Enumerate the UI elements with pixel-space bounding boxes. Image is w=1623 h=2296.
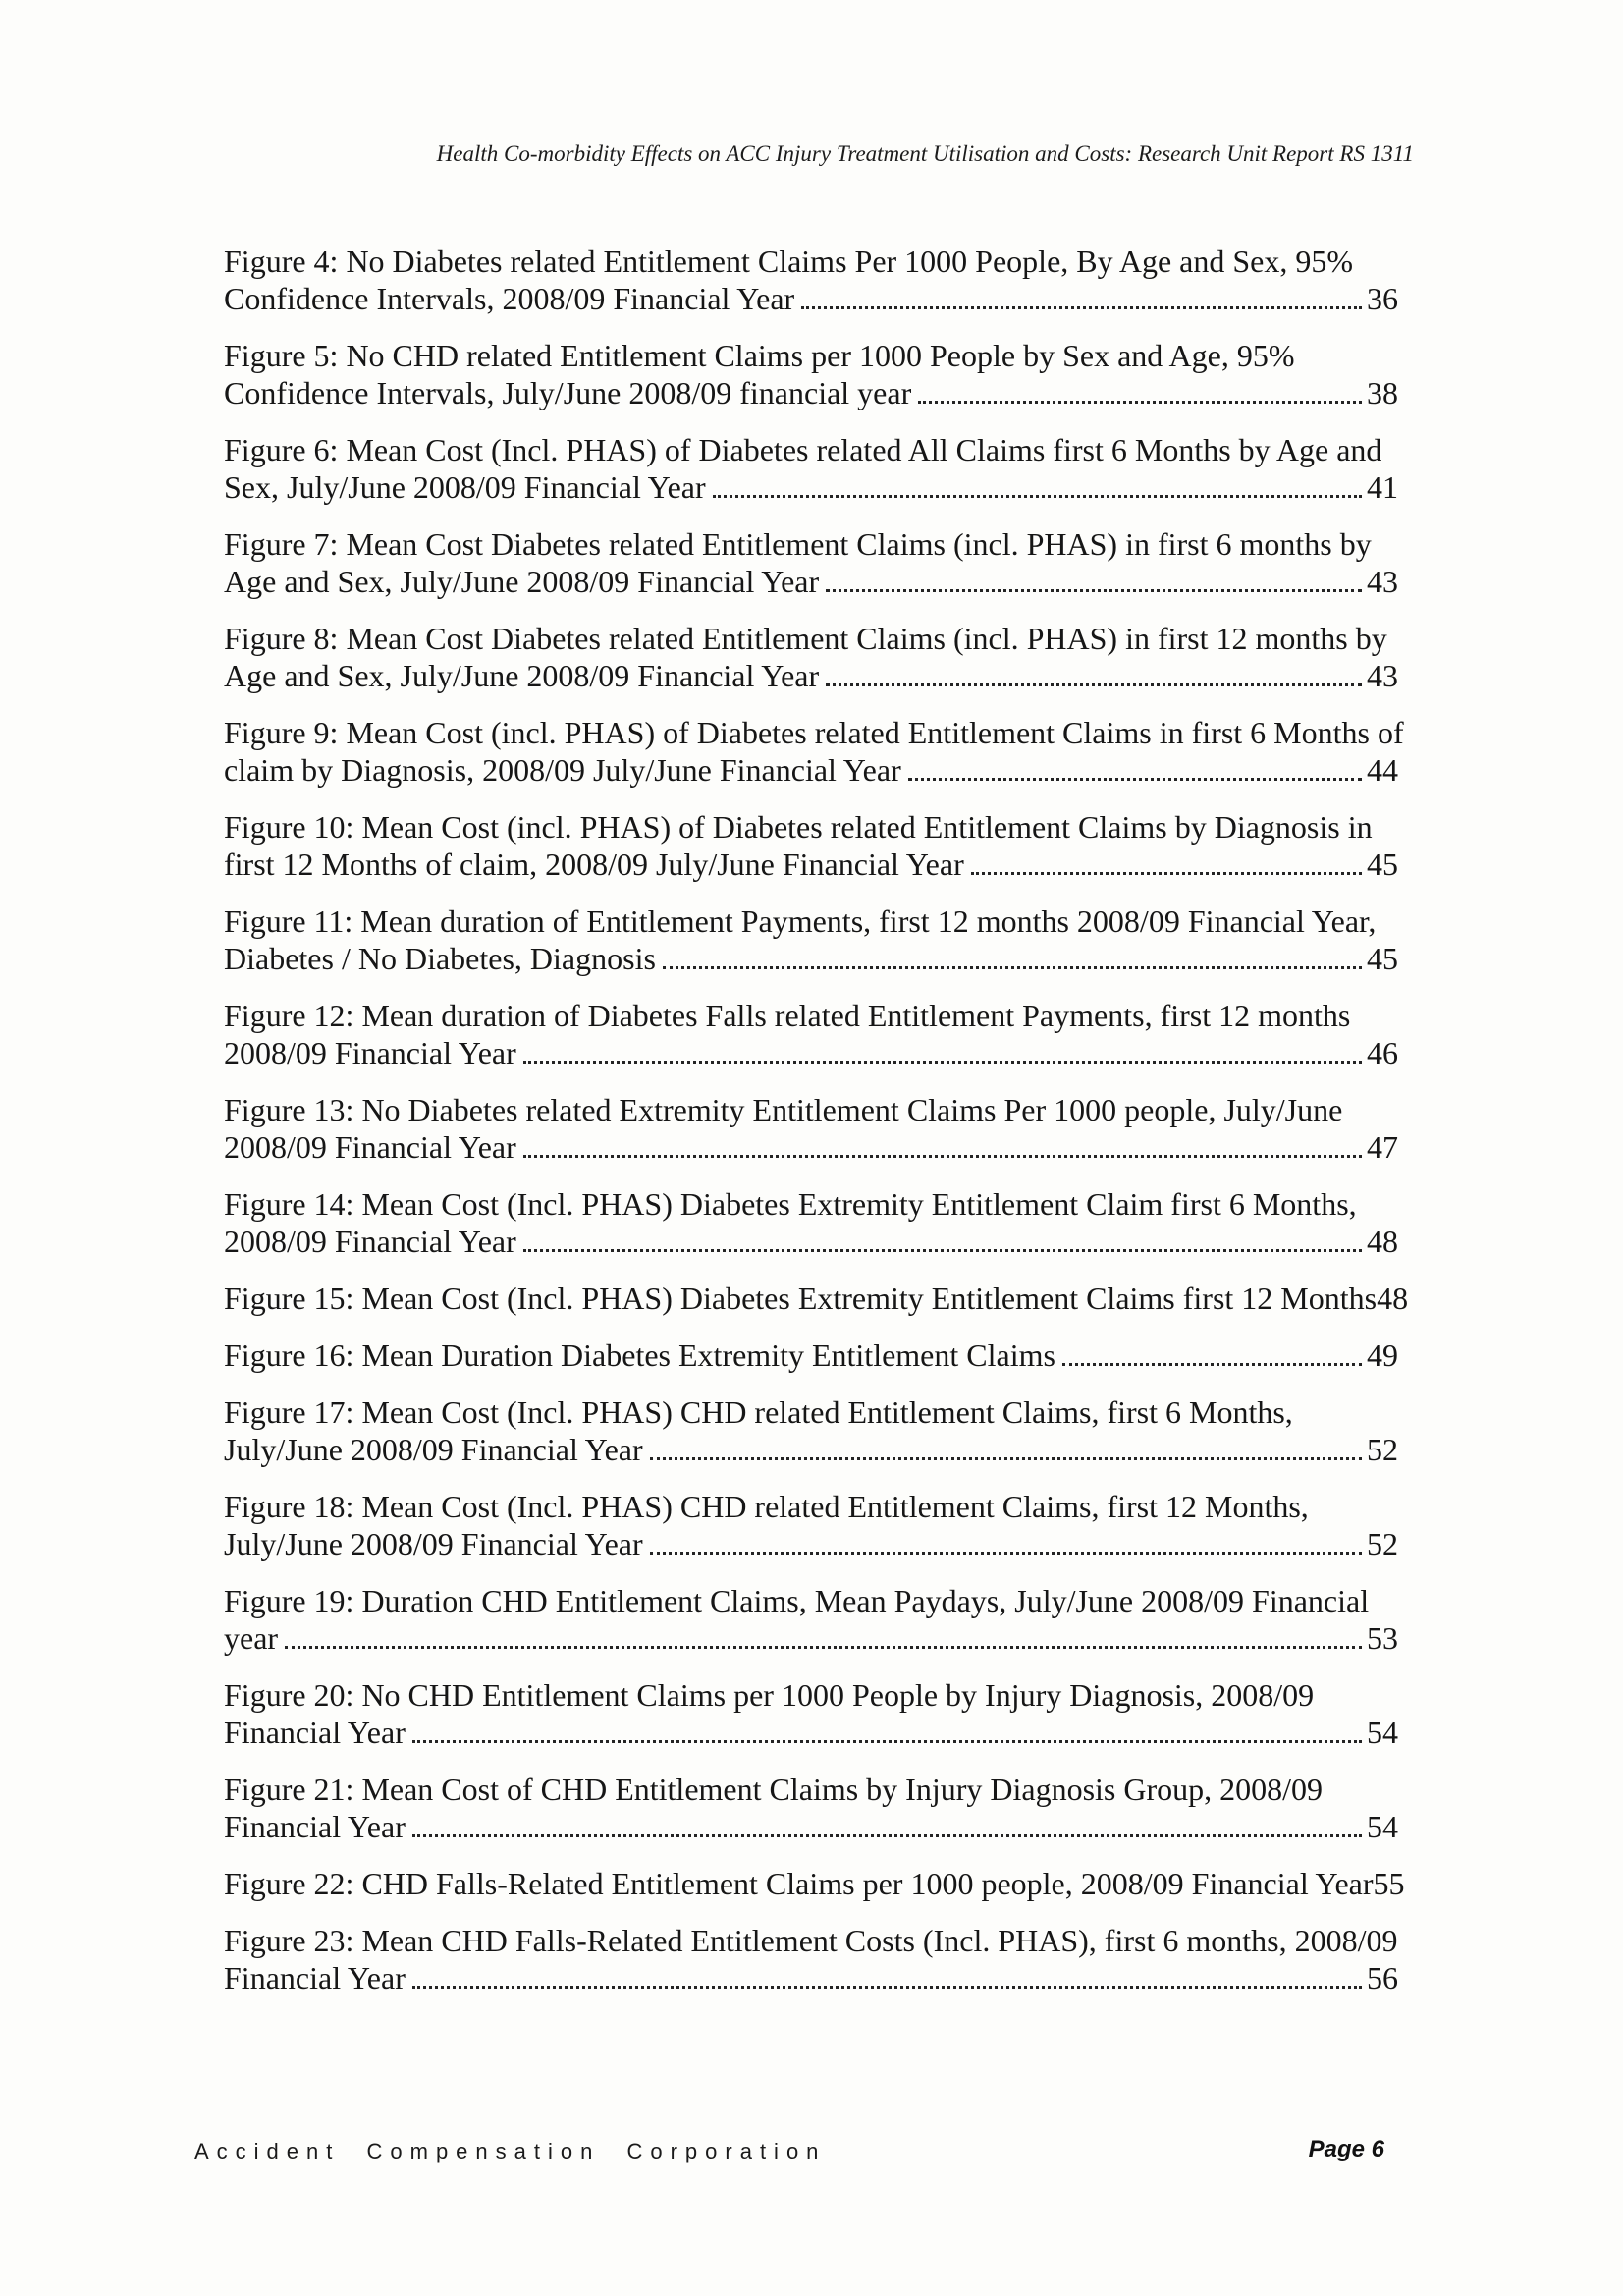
page-number: 53 [1367, 1620, 1398, 1656]
page-number: 43 [1367, 564, 1398, 599]
toc-entry-text: Sex, July/June 2008/09 Financial Year [224, 469, 706, 505]
toc-entry-line: Figure 12: Mean duration of Diabetes Falls related Entitlement Payments, first 12 months [224, 998, 1351, 1033]
footer-organisation: Accident Compensation Corporation [194, 2139, 827, 2163]
dot-leader [826, 589, 1362, 592]
dot-leader [826, 683, 1362, 686]
toc-entry [224, 525, 1398, 600]
toc-entry-last-line [224, 1280, 1409, 1317]
page-number: 55 [1373, 1866, 1405, 1901]
toc-entry-text: 2008/09 Financial Year [224, 1129, 516, 1165]
toc-entry-wrapped-lines [224, 525, 1398, 563]
toc-entry-last-line [224, 468, 1398, 506]
toc-entry-wrapped-lines [224, 1922, 1398, 1959]
toc-entry-text: Diabetes / No Diabetes, Diagnosis [224, 941, 656, 976]
running-header-title: Health Co-morbidity Effects on ACC Injury Treatment Utilisation and Costs: Research Unit Report RS 1311 [436, 141, 1414, 166]
toc-entry [224, 997, 1398, 1071]
toc-entry-last-line [224, 657, 1398, 694]
toc-entry-last-line [224, 1431, 1398, 1468]
toc-entry-line: Figure 23: Mean CHD Falls-Related Entitlement Costs (Incl. PHAS), first 6 months, 2008/09 [224, 1923, 1398, 1958]
dot-leader [412, 1834, 1362, 1837]
page-number: 48 [1377, 1281, 1409, 1316]
toc-entry [224, 1865, 1405, 1902]
toc-entry-text: Age and Sex, July/June 2008/09 Financial Year [224, 564, 820, 599]
toc-entry-line: Figure 6: Mean Cost (Incl. PHAS) of Diabetes related All Claims first 6 Months by Age and [224, 432, 1382, 467]
page-number: 41 [1367, 469, 1398, 505]
toc-entry-wrapped-lines [224, 1582, 1398, 1619]
page-number: 38 [1367, 375, 1398, 410]
toc-entry [224, 714, 1404, 789]
toc-entry-text: Figure 22: CHD Falls-Related Entitlement Claims per 1000 people, 2008/09 Financial Year [224, 1866, 1374, 1901]
page-number: 56 [1367, 1960, 1398, 1995]
toc-entry-line: Figure 9: Mean Cost (incl. PHAS) of Diabetes related Entitlement Claims in first 6 Months of [224, 715, 1404, 750]
toc-entry-last-line [224, 1808, 1398, 1845]
dot-leader [971, 872, 1362, 875]
page-number: 45 [1367, 847, 1398, 882]
toc-entry-line: Figure 18: Mean Cost (Incl. PHAS) CHD related Entitlement Claims, first 12 Months, [224, 1489, 1309, 1524]
page-number: 46 [1367, 1035, 1398, 1070]
toc-entry [224, 337, 1398, 411]
page-number: 47 [1367, 1129, 1398, 1165]
toc-entry-last-line [224, 1865, 1405, 1902]
toc-entry-last-line [224, 1337, 1398, 1374]
dot-leader [918, 401, 1362, 404]
page-number: 36 [1367, 281, 1398, 316]
toc-entry-wrapped-lines [224, 1394, 1398, 1431]
toc-entry [224, 1676, 1398, 1751]
toc-entry-line: Figure 5: No CHD related Entitlement Claims per 1000 People by Sex and Age, 95% [224, 338, 1295, 373]
toc-entry [224, 808, 1398, 883]
dot-leader [412, 1986, 1362, 1989]
toc-entry-wrapped-lines [224, 620, 1398, 657]
toc-entry-line: Figure 8: Mean Cost Diabetes related Entitlement Claims (incl. PHAS) in first 12 months by [224, 621, 1387, 656]
dot-leader [801, 306, 1362, 309]
page-number: 43 [1367, 658, 1398, 693]
toc-entry-line: Figure 21: Mean Cost of CHD Entitlement Claims by Injury Diagnosis Group, 2008/09 [224, 1772, 1324, 1807]
toc-entry [224, 243, 1398, 317]
dot-leader [650, 1552, 1362, 1555]
toc-entry-wrapped-lines [224, 1676, 1398, 1714]
toc-entry-wrapped-lines [224, 902, 1398, 940]
toc-entry-text: claim by Diagnosis, 2008/09 July/June Financial Year [224, 752, 901, 788]
toc-entry-text: Financial Year [224, 1960, 406, 1995]
toc-entry-text: Age and Sex, July/June 2008/09 Financial Year [224, 658, 820, 693]
toc-entry-last-line [224, 846, 1398, 883]
toc-entry-last-line [224, 1619, 1398, 1657]
toc-entry-last-line [224, 280, 1398, 317]
dot-leader [412, 1740, 1362, 1743]
toc-entry-wrapped-lines [224, 1771, 1398, 1808]
page-number: 44 [1367, 752, 1398, 788]
page-number: 54 [1367, 1809, 1398, 1844]
toc-entry-line: Figure 13: No Diabetes related Extremity Entitlement Claims Per 1000 people, July/June [224, 1092, 1343, 1127]
dot-leader [523, 1061, 1362, 1064]
toc-entry-line: Figure 17: Mean Cost (Incl. PHAS) CHD related Entitlement Claims, first 6 Months, [224, 1394, 1293, 1430]
toc-entry [224, 1337, 1398, 1374]
toc-entry-last-line [224, 1128, 1398, 1166]
toc-entry [224, 1582, 1398, 1657]
toc-entry-last-line [224, 751, 1398, 789]
toc-entry-line: Figure 19: Duration CHD Entitlement Claims, Mean Paydays, July/June 2008/09 Financial [224, 1583, 1370, 1618]
page-number: 45 [1367, 941, 1398, 976]
toc-entry-wrapped-lines [224, 808, 1398, 846]
toc-entry-line: Figure 20: No CHD Entitlement Claims per 1000 People by Injury Diagnosis, 2008/09 [224, 1677, 1315, 1713]
dot-leader [1062, 1363, 1362, 1366]
footer-page-number: Page 6 [1308, 2136, 1384, 2162]
toc-entry-line: Figure 10: Mean Cost (incl. PHAS) of Diabetes related Entitlement Claims by Diagnosis in [224, 809, 1373, 845]
toc-entry-last-line [224, 374, 1398, 411]
dot-leader [523, 1249, 1362, 1252]
toc-entry-wrapped-lines [224, 431, 1398, 468]
dot-leader [713, 495, 1362, 498]
toc-entry [224, 620, 1398, 694]
dot-leader [523, 1155, 1362, 1158]
toc-entry-last-line [224, 1714, 1398, 1751]
page-number: 52 [1367, 1432, 1398, 1467]
toc-entry-wrapped-lines [224, 337, 1398, 374]
toc-entry-last-line [224, 1525, 1398, 1562]
page-number: 52 [1367, 1526, 1398, 1561]
toc-entry-text: Confidence Intervals, July/June 2008/09 financial year [224, 375, 912, 410]
toc-entry-text: Figure 16: Mean Duration Diabetes Extremity Entitlement Claims [224, 1338, 1055, 1373]
toc-entry-text: Figure 15: Mean Cost (Incl. PHAS) Diabetes Extremity Entitlement Claims first 12 Months [224, 1281, 1378, 1316]
dot-leader [663, 966, 1362, 969]
page-number: 48 [1367, 1224, 1398, 1259]
toc-entry-text: first 12 Months of claim, 2008/09 July/June Financial Year [224, 847, 964, 882]
toc-entry [224, 431, 1398, 506]
toc-entry-wrapped-lines [224, 714, 1404, 751]
toc-entry-text: year [224, 1620, 279, 1656]
toc-entry [224, 902, 1398, 977]
toc-entry [224, 1771, 1398, 1845]
toc-entry-text: 2008/09 Financial Year [224, 1224, 516, 1259]
toc-entry [224, 1185, 1398, 1260]
toc-entry [224, 1091, 1398, 1166]
page-number: 54 [1367, 1715, 1398, 1750]
toc-entry-text: July/June 2008/09 Financial Year [224, 1432, 643, 1467]
toc-entry-wrapped-lines [224, 997, 1398, 1034]
dot-leader [650, 1457, 1362, 1460]
toc-entry-text: Financial Year [224, 1809, 406, 1844]
toc-entry-wrapped-lines [224, 1185, 1398, 1223]
toc-entry-last-line [224, 1223, 1398, 1260]
toc-entry-text: Financial Year [224, 1715, 406, 1750]
dot-leader [285, 1646, 1362, 1649]
toc-entry-last-line [224, 940, 1398, 977]
toc-entry-text: 2008/09 Financial Year [224, 1035, 516, 1070]
toc-entry-wrapped-lines [224, 243, 1398, 280]
toc-entry-line: Figure 4: No Diabetes related Entitlement Claims Per 1000 People, By Age and Sex, 95% [224, 244, 1354, 279]
toc-entry-last-line [224, 563, 1398, 600]
toc-entry [224, 1280, 1409, 1317]
toc-entry [224, 1488, 1398, 1562]
toc-entry-last-line [224, 1034, 1398, 1071]
toc-entry-text: Confidence Intervals, 2008/09 Financial Year [224, 281, 795, 316]
toc-entry-last-line [224, 1959, 1398, 1996]
toc-entry-wrapped-lines [224, 1091, 1398, 1128]
toc-entry-line: Figure 14: Mean Cost (Incl. PHAS) Diabetes Extremity Entitlement Claim first 6 Months, [224, 1186, 1357, 1222]
toc-entry [224, 1922, 1398, 1996]
toc-entry-line: Figure 11: Mean duration of Entitlement Payments, first 12 months 2008/09 Financial Year, [224, 903, 1377, 939]
toc-entry-line: Figure 7: Mean Cost Diabetes related Entitlement Claims (incl. PHAS) in first 6 months by [224, 526, 1372, 562]
page-number: 49 [1367, 1338, 1398, 1373]
dot-leader [908, 778, 1362, 781]
toc-entry [224, 1394, 1398, 1468]
list-of-figures [224, 243, 1409, 2016]
toc-entry-text: July/June 2008/09 Financial Year [224, 1526, 643, 1561]
toc-entry-wrapped-lines [224, 1488, 1398, 1525]
